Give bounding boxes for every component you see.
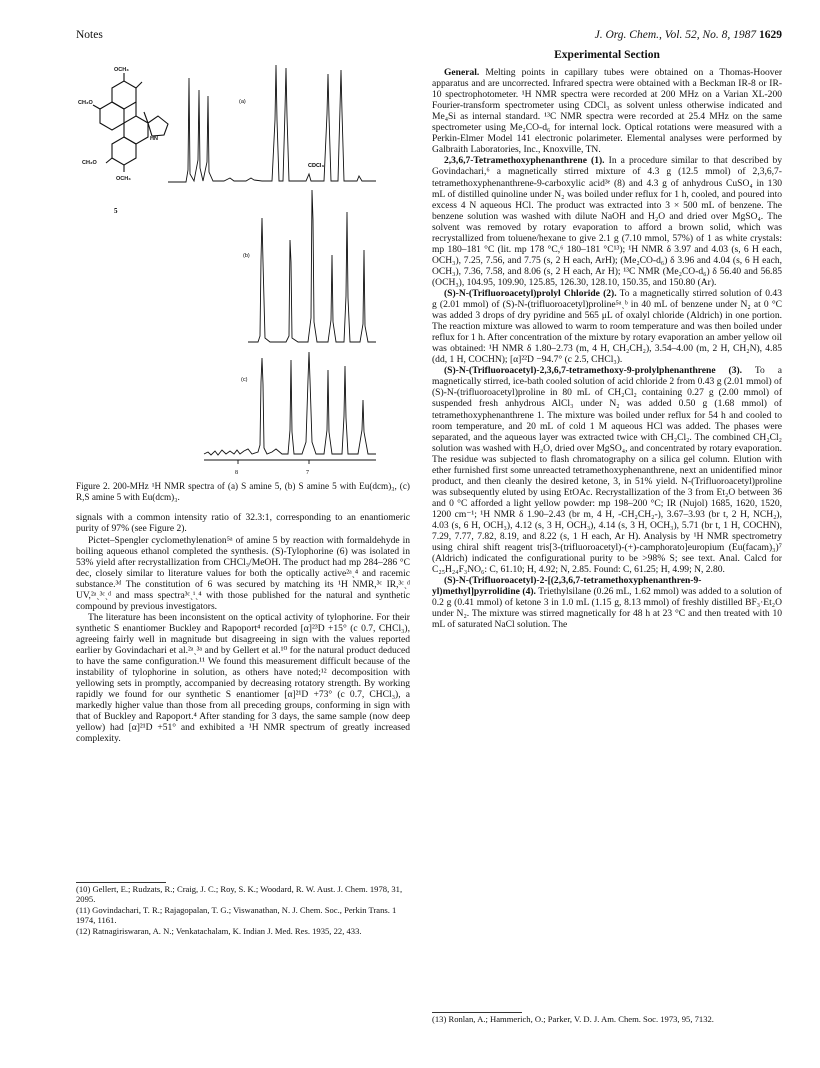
experimental-paragraph: [432, 67, 782, 155]
label-och3-top: OCH₃: [114, 67, 129, 73]
paragraph-text: Triethylsilane (0.26 mL, 1.62 mmol) was added to a solution of 0.2 g (0.41 mmol) of ketone 3 in 1.0 mL (1.15 g, 8.13 mmol) of freshly distilled BF₃·Et₂O under N₂. The mixture was stirred magnetically for 48 h at 23 °C and then treated with 10 mL of saturated NaCl solution. The: [432, 586, 782, 631]
nmr-spectra-figure: [76, 50, 410, 480]
solvent-label: CDCl₃: [308, 163, 324, 169]
right-footnotes: [432, 1006, 782, 1025]
paragraph-text: Melting points in capillary tubes were obtained on a Thomas-Hoover apparatus and are uncorrected. Infrared spectra were obtained with a Beckman IR-8 or IR-10 spectrophotometer. ¹H NMR spectra were recorded at 200 MHz on a Varian XL-200 Fourier-transform spectrometer using CDCl₃ as solvent unless otherwise indicated and Me₄Si as internal standard. ¹³C NMR spectra were recorded at 25.4 MHz on the same spectrometer using Me₂CO-d₆ for internal lock. Optical rotations were measured with a Perkin-Elmer Model 141 electronic polarimeter. Elemental analyses were performed by Galbraith Laboratories, Inc., Knoxville, TN.: [432, 67, 782, 156]
figure-caption: Figure 2. 200-MHz ¹H NMR spectra of (a) S amine 5, (b) S amine 5 with Eu(dcm)₃, (c) R,S amine 5 with Eu(dcm)₃.: [76, 481, 410, 502]
footnote: (12) Ratnagiriswaran, A. N.; Venkatachalam, K. Indian J. Med. Res. 1935, 22, 433.: [76, 926, 362, 937]
left-footnotes: [76, 876, 410, 937]
running-header-section: Notes: [76, 29, 103, 41]
body-paragraph: signals with a common intensity ratio of 32.3:1, corresponding to an enantiomeric purity of 97% (see Figure 2).: [76, 512, 410, 535]
body-paragraph: The literature has been inconsistent on the optical activity of tylophorine. For their synthetic S enantiomer Buckley and Rapoport⁴ recorded [α]²³D +15° (c 0.7, CHCl₃), agreeing fairly well in magnitude but disagreeing in sign with the values reported earlier by Govindachari et al.²ᵃˎ³ᵃ and by Gellert et al.¹⁰ for the natural product deduced to have the same configuration.¹¹ We found this measurement difficult because of the instability of tylophorine in solution, as others have noted;¹² decomposition with yellowing sets in promptly, accompanied by decreasing rotatory strength. By working rapidly we found for our synthetic S enantiomer [α]²¹D +73° (c 0.7, CHCl₃), a markedly higher value than those from all preceding groups, conforming in sign with that of Buckley and Rapoport.⁴ After standing for 3 days, the same sample (now deep yellow) had [α]²¹D +51° and exhibited a ¹H NMR spectrum of greatly increased complexity.: [76, 611, 410, 745]
label-ch3o-lower: CH₃O: [82, 160, 97, 166]
label-nh: HN: [150, 136, 158, 142]
spectrum-trace-a: [168, 65, 376, 182]
experimental-paragraph: [432, 288, 782, 365]
compound-number: 5: [114, 207, 118, 215]
run-in-heading: (S)-N-(Trifluoroacetyl)-2-[(2,3,6,7-tetramethoxyphenanthren-9-yl)methyl]pyrrolidine (4).: [432, 575, 702, 598]
right-column: [432, 50, 782, 630]
paragraph-text: In a procedure similar to that described by Govindachari,⁶ a magnetically stirred mixture of 4.3 g (12.5 mmol) of 2,3,6,7-tetramethoxyphenanthrene-9-carboxylic acid³ᵉ (8) and 4.3 g of anhydrous CuSO₄ in 130 mL of distilled quinoline under N₂ was boiled under reflux for 1 h, cooled, and poured into excess 4 N aqueous HCl. The product was extracted into 3 × 500 mL of benzene. The benzene solution was washed with dilute NaOH and H₂O and dried over MgSO₄. The solvent was removed by rotary evaporation to afford a brown solid, which was recrystallized from toluene/hexane to give 2.1 g (7.10 mmol, 57%) of 1 as white crystals: mp 180–181 °C (lit. mp 178 °C,⁶ 180–181 °C¹³); ¹H NMR δ 3.97 and 4.03 (s, 6 H each, OCH₃), 7.25, 7.56, and 7.75 (s, 2 H each, ArH); (Me₂CO-d₆) δ 3.96 and 4.04 (s, 6 H each, OCH₃), 7.36, 7.58, and 8.06 (s, 2 H each, Ar H); ¹³C NMR (Me₂CO-d₆) δ 56.40 and 56.85 (OCH₃), 104.95, 109.90, 125.85, 126.30, 128.10, 150.35, and 150.80 (Ar).: [432, 155, 782, 288]
panel-label-b: (b): [243, 253, 250, 259]
journal-citation: J. Org. Chem., Vol. 52, No. 8, 1987: [594, 29, 757, 41]
paragraph-text: To a magnetically stirred solution of 0.43 g (2.01 mmol) of (S)-N-(trifluoroacetyl)proline⁵ᵃˎᵇ in 40 mL of benzene under N₂ at 0 °C was added 3 drops of dry pyridine and 565 μL of oxalyl chloride (Aldrich) in one portion. The reaction mixture was allowed to warm to room temperature and was then boiled under reflux for 1 h. After concentration of the mixture by rotary evaporation an amber yellow oil was obtained: ¹H NMR δ 1.80–2.73 (m, 4 H, CH₂CH₂), 3.54–4.00 (m, 2 H, CH₂N), 4.85 (dd, 1 H, COCHN); [α]²²D −94.7° (c 2.5, CHCl₃).: [432, 287, 782, 366]
experimental-paragraph: [432, 365, 782, 575]
experimental-paragraph: [432, 155, 782, 288]
x-axis-label-7: 7: [306, 470, 309, 476]
left-column: [76, 50, 410, 744]
section-title: Experimental Section: [554, 49, 660, 61]
run-in-heading: (S)-N-(Trifluoroacetyl)prolyl Chloride (2).: [444, 287, 617, 299]
run-in-heading: 2,3,6,7-Tetramethoxyphenanthrene (1).: [444, 155, 605, 167]
spectrum-trace-c: [204, 352, 376, 455]
body-paragraph: Pictet–Spengler cyclomethylenation⁵ᵃ of amine 5 by reaction with formaldehyde in boiling aqueous ethanol completed the synthesis. (S)-Tylophorine (6) was isolated in 53% yield after recrystallization from CHCl₃/MeOH. The product had mp 284–286 °C dec, closely similar to literature values for both the optically active²ᵃˎ⁴ and racemic substance.³ᵈ The constitution of 6 was secured by matching its ¹H NMR,³ᶜ IR,³ᶜˎᵈ UV,²ᵃˎ³ᶜˎᵈ and mass spectra³ᶜˎⁱˎ⁴ with those published for the natural and synthetic compound by previous investigators.: [76, 534, 410, 612]
running-header-journal: [595, 29, 782, 41]
footnote: (13) Ronlan, A.; Hammerich, O.; Parker, V. D. J. Am. Chem. Soc. 1973, 95, 7132.: [432, 1014, 714, 1024]
footnote: (11) Govindachari, T. R.; Rajagopalan, T. G.; Viswanathan, N. J. Chem. Soc., Perkin Trans. 1 1974, 1161.: [76, 905, 397, 925]
spectrum-trace-b: [248, 190, 376, 342]
nmr-figure: [76, 50, 410, 480]
page-number: 1629: [759, 29, 782, 41]
run-in-heading: General.: [444, 67, 480, 79]
panel-label-a: (a): [239, 99, 246, 105]
run-in-heading: (S)-N-(Trifluoroacetyl)-2,3,6,7-tetramethoxy-9-prolylphenanthrene (3).: [444, 365, 743, 377]
label-ch3o-left: CH₃O: [78, 100, 93, 106]
x-axis-label-8: 8: [235, 470, 238, 476]
paragraph-text: To a magnetically stirred, ice-bath cooled solution of acid chloride 2 from 0.43 g (2.01 mmol) of (S)-N-(trifluoroacetyl)proline in 80 mL of CH₂Cl₂ containing 0.27 g (2.00 mmol) of suspended fresh anhydrous AlCl₃ under N₂ was added 0.50 g (1.68 mmol) of tetramethoxyphenanthrene 1. The mixture was boiled under reflux for 54 h and cooled to room temperature, and 20 mL of cold 1 M aqueous HCl was added. The phases were separated, and the aqueous layer was extracted twice with CH₂Cl₂. The combined CH₂Cl₂ solution was washed with H₂O, dried over MgSO₄, and concentrated by rotary evaporation. The residue was subjected to flash chromatography on a silica gel column. Elution with ether furnished first some unreacted tetramethoxyphenanthrene, next an unidentified minor product, and then cleanly the desired ketone, 3, in 51% yield. N-(Trifluoroacetyl)proline was subsequently eluted by using EtOAc. Recrystallization of the 3 from Et₂O between 36 and 0 °C afforded a light yellow powder: mp 198–200 °C; IR (Nujol) 1685, 1620, 1520, 1200 cm⁻¹; ¹H NMR δ 1.90–2.43 (br m, 4 H, -CH₂CH₂-), 3.67–3.93 (br t, 2 H, NCH₂), 4.03 (s, 6 H, OCH₃), 4.12 (s, 3 H, OCH₃), 4.14 (s, 3 H, OCH₃), 5.71 (br t, 1 H, COCHN), 7.29, 7.77, 7.82, 8.19, and 8.22 (s, 1 H each, Ar H). Analysis by ¹H NMR spectrometry using chiral shift reagent tris[3-(trifluoroacetyl)-(+)-camphorato]europium (Eu(facam)₃)⁷ (Aldrich) indicated the configurational purity to be >98% S; see text. Anal. Calcd for C₂₅H₂₄F₃NO₆: C, 61.10; H, 4.92; N, 2.85. Found: C, 61.25; H, 4.99; N, 2.80.: [432, 365, 782, 576]
panel-label-c: (c): [241, 377, 248, 383]
footnote-rule: [432, 1012, 522, 1013]
label-och3-bottom: OCH₃: [116, 176, 131, 182]
chemical-structure-amine-5: [93, 73, 168, 172]
experimental-paragraph: [432, 575, 782, 630]
footnote: (10) Gellert, E.; Rudzats, R.; Craig, J. C.; Roy, S. K.; Woodard, R. W. Aust. J. Chem. 1978, 31, 2095.: [76, 884, 403, 904]
footnote-rule: [76, 882, 166, 883]
